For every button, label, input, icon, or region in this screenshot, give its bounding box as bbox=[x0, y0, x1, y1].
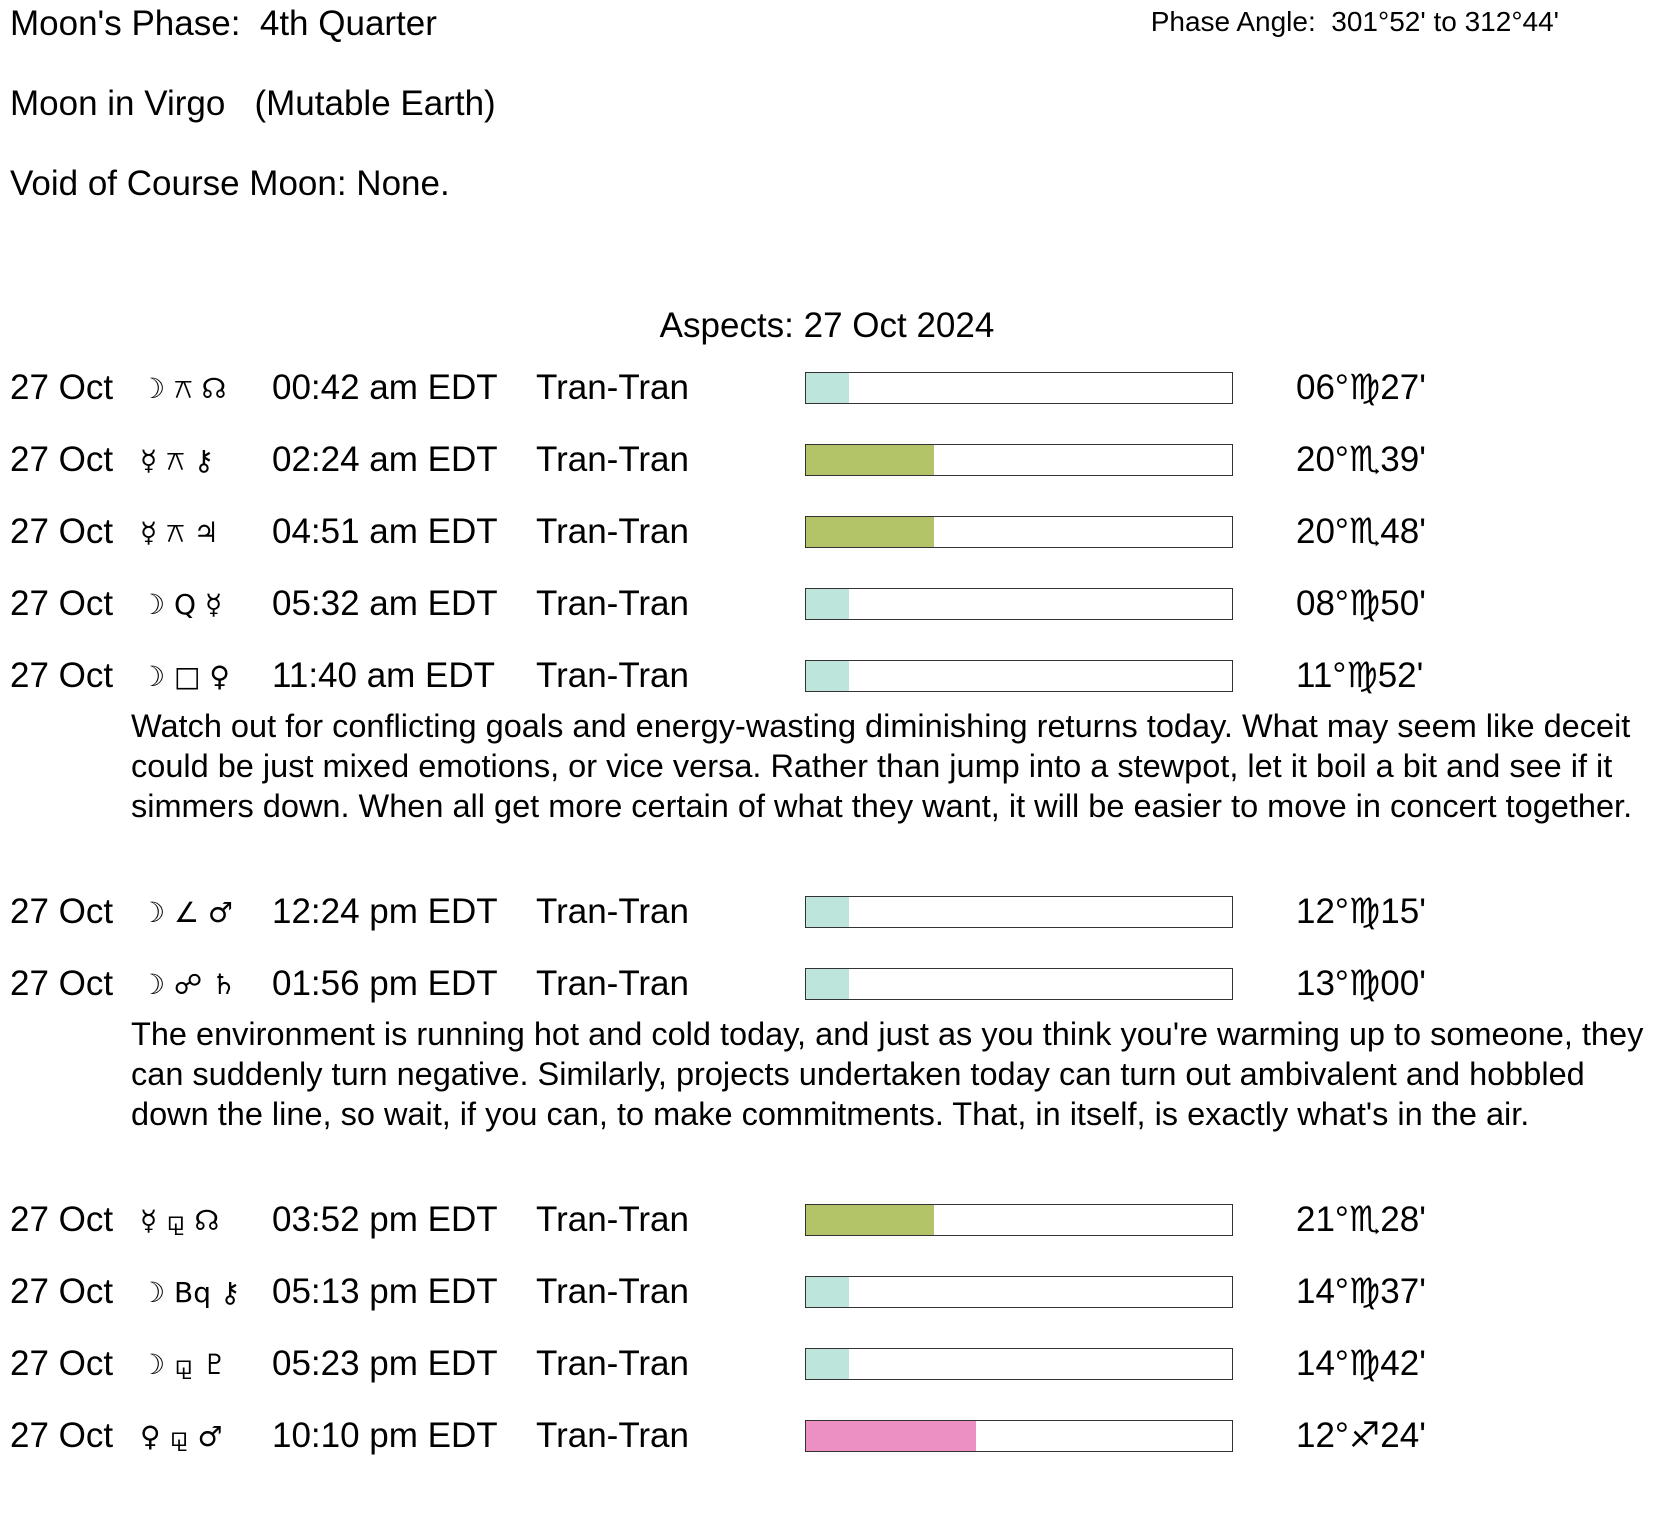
aspect-glyphs-icon: ☿ ⚻ ⚷ bbox=[140, 444, 215, 477]
aspect-glyphs-icon: ♀ ⚼ ♂ bbox=[140, 1420, 223, 1453]
aspect-row bbox=[0, 1192, 1654, 1264]
strength-bar-fill bbox=[806, 969, 849, 999]
aspect-date: 27 Oct bbox=[10, 368, 114, 407]
strength-bar bbox=[805, 1276, 1233, 1308]
strength-bar bbox=[805, 588, 1233, 620]
strength-bar bbox=[805, 968, 1233, 1000]
strength-bar-fill bbox=[806, 897, 849, 927]
aspect-kind: Tran-Tran bbox=[536, 1272, 689, 1311]
aspect-date: 27 Oct bbox=[10, 512, 114, 551]
aspect-kind: Tran-Tran bbox=[536, 892, 689, 931]
strength-bar-fill bbox=[806, 1349, 849, 1379]
aspect-glyphs-icon: ☽ ⚼ ♇ bbox=[140, 1348, 228, 1381]
aspect-date: 27 Oct bbox=[10, 964, 114, 1003]
aspect-date: 27 Oct bbox=[10, 1200, 114, 1239]
aspect-date: 27 Oct bbox=[10, 1344, 114, 1383]
aspect-kind: Tran-Tran bbox=[536, 656, 689, 695]
aspect-time: 05:13 pm EDT bbox=[272, 1272, 498, 1311]
strength-bar bbox=[805, 444, 1233, 476]
aspect-position: 06°♍27' bbox=[1296, 368, 1426, 407]
aspect-description: Watch out for conflicting goals and energy-wasting diminishing returns today. What may seem like deceit could be just mixed emotions, or vice versa. Rather than jump into a stewpot, let it boil a bit and see if it simmers down. When all get more certain of what they want, it will be easier to move in concert together. bbox=[131, 708, 1633, 824]
aspect-position: 20°♏48' bbox=[1296, 512, 1426, 551]
aspect-glyphs-icon: ☽ □ ♀ bbox=[140, 660, 230, 693]
aspect-position: 12°♐24' bbox=[1296, 1416, 1426, 1455]
aspect-glyphs-icon: ☿ ⚼ ☊ bbox=[140, 1204, 220, 1237]
aspect-time: 01:56 pm EDT bbox=[272, 964, 498, 1003]
aspect-row bbox=[0, 360, 1654, 432]
aspect-glyphs-icon: ☽ Bq ⚷ bbox=[140, 1276, 241, 1309]
aspect-date: 27 Oct bbox=[10, 584, 114, 623]
aspect-kind: Tran-Tran bbox=[536, 584, 689, 623]
aspect-position: 21°♏28' bbox=[1296, 1200, 1426, 1239]
aspect-date: 27 Oct bbox=[10, 1272, 114, 1311]
aspect-time: 03:52 pm EDT bbox=[272, 1200, 498, 1239]
aspect-position: 12°♍15' bbox=[1296, 892, 1426, 931]
aspect-row bbox=[0, 884, 1654, 956]
strength-bar bbox=[805, 896, 1233, 928]
aspect-row bbox=[0, 1264, 1654, 1336]
aspect-row bbox=[0, 1408, 1654, 1480]
aspect-row bbox=[0, 648, 1654, 884]
aspect-row bbox=[0, 1336, 1654, 1408]
strength-bar-fill bbox=[806, 1205, 934, 1235]
strength-bar-fill bbox=[806, 589, 849, 619]
aspect-time: 00:42 am EDT bbox=[272, 368, 498, 407]
aspect-row bbox=[0, 432, 1654, 504]
aspect-time: 05:32 am EDT bbox=[272, 584, 498, 623]
aspect-glyphs-icon: ☽ ⚻ ☊ bbox=[140, 372, 227, 405]
moon-phase: Moon's Phase: 4th Quarter bbox=[10, 4, 437, 43]
aspect-description: The environment is running hot and cold today, and just as you think you're warming up to someone, they can suddenly turn negative. Similarly, projects undertaken today can turn out ambivalent and hobbled down the line, so wait, if you can, to make commitments. That, in itself, is exactly what's in the air. bbox=[131, 1016, 1644, 1132]
aspect-kind: Tran-Tran bbox=[536, 368, 689, 407]
aspect-date: 27 Oct bbox=[10, 440, 114, 479]
aspect-glyphs-icon: ☽ Q ☿ bbox=[140, 588, 223, 621]
strength-bar bbox=[805, 1420, 1233, 1452]
strength-bar-fill bbox=[806, 373, 849, 403]
aspect-row bbox=[0, 956, 1654, 1192]
void-of-course: Void of Course Moon: None. bbox=[10, 164, 450, 203]
aspect-position: 11°♍52' bbox=[1296, 656, 1424, 695]
aspect-kind: Tran-Tran bbox=[536, 964, 689, 1003]
strength-bar-fill bbox=[806, 517, 934, 547]
aspect-position: 14°♍37' bbox=[1296, 1272, 1426, 1311]
aspect-time: 12:24 pm EDT bbox=[272, 892, 498, 931]
aspect-kind: Tran-Tran bbox=[536, 512, 689, 551]
aspects-title: Aspects: 27 Oct 2024 bbox=[659, 306, 995, 345]
aspect-glyphs-icon: ☿ ⚻ ♃ bbox=[140, 516, 219, 549]
moon-sign: Moon in Virgo (Mutable Earth) bbox=[10, 84, 496, 123]
aspect-kind: Tran-Tran bbox=[536, 1416, 689, 1455]
aspect-row bbox=[0, 504, 1654, 576]
aspect-list bbox=[0, 360, 1654, 1480]
aspect-time: 02:24 am EDT bbox=[272, 440, 498, 479]
aspect-position: 13°♍00' bbox=[1296, 964, 1426, 1003]
aspect-position: 14°♍42' bbox=[1296, 1344, 1426, 1383]
aspect-kind: Tran-Tran bbox=[536, 1344, 689, 1383]
aspect-glyphs-icon: ☽ ∠ ♂ bbox=[140, 896, 234, 929]
strength-bar bbox=[805, 1204, 1233, 1236]
strength-bar-fill bbox=[806, 445, 934, 475]
aspect-date: 27 Oct bbox=[10, 1416, 114, 1455]
aspect-date: 27 Oct bbox=[10, 656, 114, 695]
strength-bar bbox=[805, 372, 1233, 404]
strength-bar bbox=[805, 660, 1233, 692]
aspect-time: 05:23 pm EDT bbox=[272, 1344, 498, 1383]
aspect-position: 20°♏39' bbox=[1296, 440, 1426, 479]
aspect-time: 10:10 pm EDT bbox=[272, 1416, 498, 1455]
aspect-time: 04:51 am EDT bbox=[272, 512, 498, 551]
aspect-glyphs-icon: ☽ ☍ ♄ bbox=[140, 968, 237, 1001]
phase-angle: Phase Angle: 301°52' to 312°44' bbox=[1150, 6, 1559, 37]
strength-bar-fill bbox=[806, 661, 849, 691]
strength-bar-fill bbox=[806, 1277, 849, 1307]
strength-bar-fill bbox=[806, 1421, 976, 1451]
aspect-kind: Tran-Tran bbox=[536, 1200, 689, 1239]
strength-bar bbox=[805, 516, 1233, 548]
aspect-time: 11:40 am EDT bbox=[272, 656, 496, 695]
aspect-date: 27 Oct bbox=[10, 892, 114, 931]
aspect-kind: Tran-Tran bbox=[536, 440, 689, 479]
strength-bar bbox=[805, 1348, 1233, 1380]
aspect-position: 08°♍50' bbox=[1296, 584, 1426, 623]
aspect-row bbox=[0, 576, 1654, 648]
